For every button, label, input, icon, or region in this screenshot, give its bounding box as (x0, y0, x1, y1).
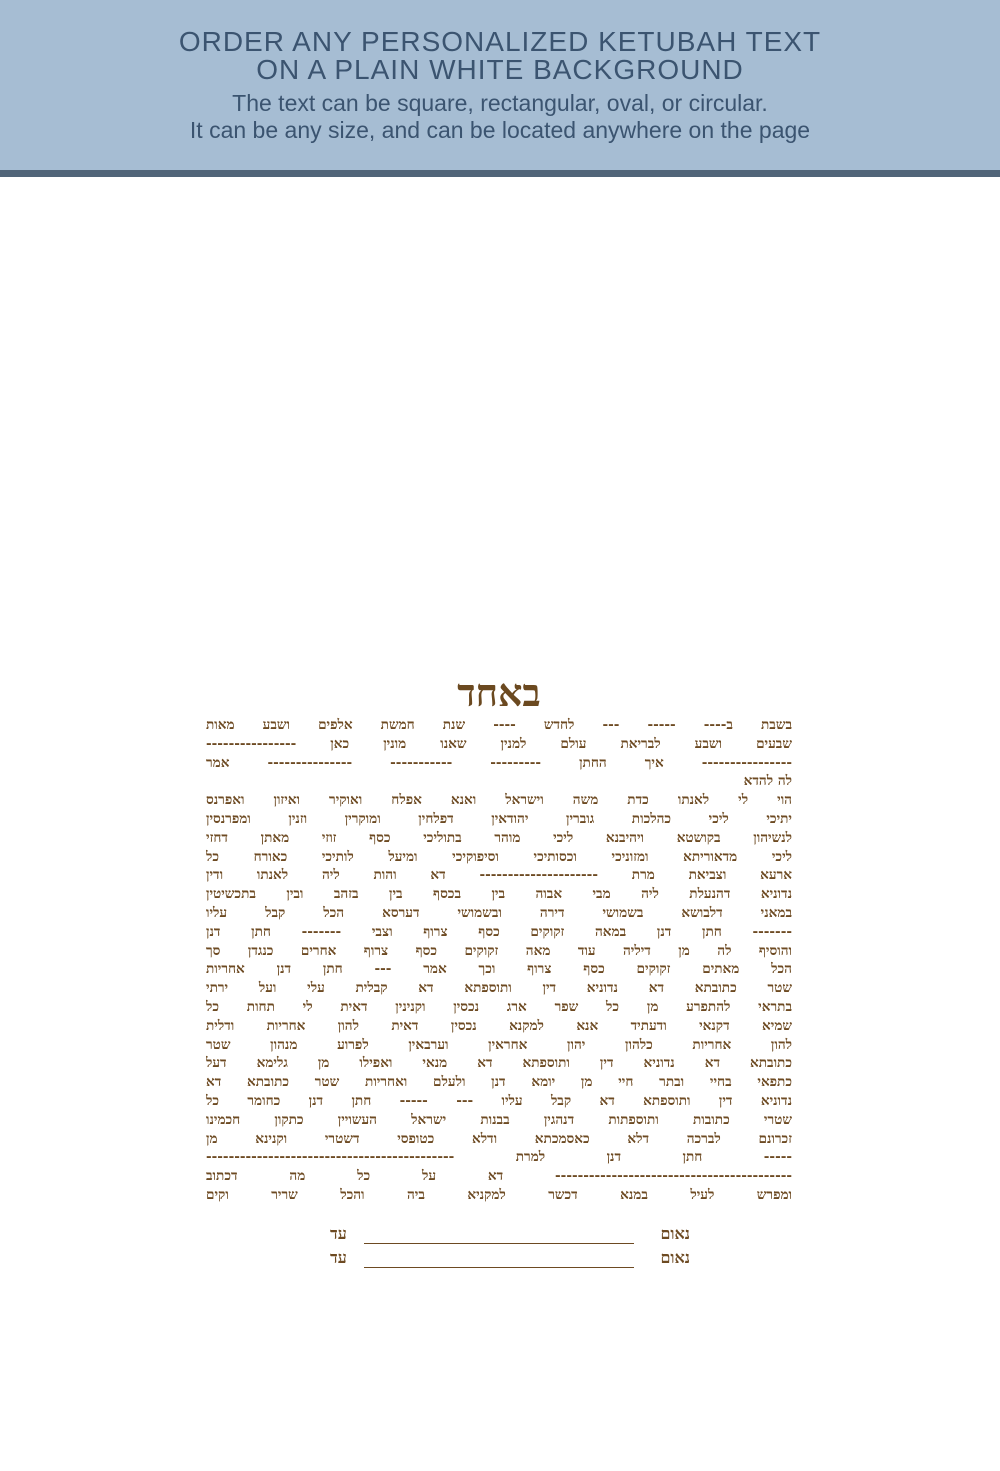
ketubah-line: כתפאי בחיי ובתר חיי מן יומא דנן ולעלם ואחריות שטר כתובתא דא (206, 1074, 792, 1091)
signature-line (364, 1225, 634, 1244)
ketubah-lines (206, 716, 792, 1205)
ketubah-line: בתראי להתפרע מן כל שפר ארג נכסין וקנינין דאית לי תחות כל (206, 998, 792, 1015)
ketubah-line: להון אחריות כלהון יהון אחראין וערבאין לפרוע מנהון שטר (206, 1036, 792, 1053)
banner-bottom-border (0, 170, 1000, 177)
ketubah-line: ------- חתן דנן במאה זקוקים כסף צרוף וצבי ------- חתן דנן (206, 923, 792, 940)
ketubah-line: שמיא דקנאי ודעתיד אנא למקנא נכסין דאית להון אחריות ודלית (206, 1017, 792, 1034)
subline-2: It can be any size, and can be located anywhere on the page (189, 117, 811, 143)
ketubah-line: והוסיף לה מן דיליה עוד מאה זקוקים כסף צרוף אחרים כנגדן סך (206, 942, 792, 959)
witness-label: עד (330, 1248, 347, 1267)
signature-row (320, 1220, 690, 1244)
ketubah-line: ארעא וצביאת מרת --------------------- דא והות ליה לאנתו ודין (206, 867, 792, 884)
ketubah-line: ------------------------------------------ דא על כל מה דכתוב (206, 1168, 792, 1185)
signature-label: נאום (660, 1224, 690, 1243)
ketubah-line: הכל מאתים זקוקים כסף צרוף וכך אמר --- חתן דנן אחריות (206, 961, 792, 978)
witness-label: עד (330, 1224, 347, 1243)
header-banner (0, 0, 1000, 172)
ketubah-title: באחד (457, 670, 541, 715)
ketubah-line: שטר כתובתא דא נדוניא דין ותוספתא דא קבלית עלי ועל ירתי (206, 980, 792, 997)
ketubah-line: נדוניא דהנעלת ליה מבי אבוה בין בכסף בין בזהב ובין בתכשיטין (206, 886, 792, 903)
ketubah-line: לה להדא (743, 773, 792, 790)
ketubah-line: במאני דלבושא בשמושי דירה ובשמושי דערסא הכל קבל עליו (206, 904, 792, 921)
headline-block (0, 28, 1000, 84)
headline-line-1: ORDER ANY PERSONALIZED KETUBAH TEXT (178, 26, 822, 57)
signature-block (320, 1220, 690, 1268)
ketubah-line: יתיכי ליכי כהלכות גוברין יהודאין דפלחין ומוקרין וזנין ומפרנסין (206, 810, 792, 827)
signature-label: נאום (660, 1248, 690, 1267)
ketubah-text-block (206, 672, 792, 1205)
ketubah-line: נדוניא דין ותוספתא דא קבל עליו --- ----- חתן דנן כחומר כל (206, 1092, 792, 1109)
ketubah-line: הוי לי לאנתו כדת משה וישראל ואנא אפלח ואוקיר ואיזון ואפרנס (206, 792, 792, 809)
subline-1: The text can be square, rectangular, oval, or circular. (232, 90, 768, 116)
ketubah-line: ליכי מדאוריתא ומזוניכי וכסותיכי וסיפוקיכי ומיעל לותיכי כאורח כל (206, 848, 792, 865)
ketubah-line: ----- חתן דנן למרת -------------------------------------------- (206, 1149, 792, 1166)
signature-row (320, 1244, 690, 1268)
ketubah-line: שבעים ושבע לבריאת עולם למנין שאנו מונין כאן ---------------- (206, 735, 792, 752)
ketubah-line: שטרי כתובות ותוספתות דנהגין בבנות ישראל העשויין כתקון חכמינו (206, 1111, 792, 1128)
ketubah-line: בשבת ב---- ----- --- לחדש ---- שנת חמשת אלפים ושבע מאות (206, 717, 792, 733)
ketubah-line: ---------------- איך החתן --------- ----------- --------------- אמר (206, 754, 792, 771)
ketubah-line: לנשיהון בקושטא ויהיבנא ליכי מוהר בתוליכי כסף זוזי מאתן דחזי (206, 829, 792, 846)
headline-line-2: ON A PLAIN WHITE BACKGROUND (256, 54, 744, 85)
ketubah-line: זכרונם לברכה דלא כאסמכתא ודלא כטופסי דשטרי וקנינא מן (206, 1130, 792, 1147)
signature-line (364, 1249, 634, 1268)
ketubah-line: ומפרש לעיל במנא דכשר למקניא ביה והכל שריר וקים (206, 1186, 792, 1203)
ketubah-line: כתובתא דא נדוניא דין ותוספתא דא מנאי ואפילו מן גלימא דעל (206, 1055, 792, 1072)
